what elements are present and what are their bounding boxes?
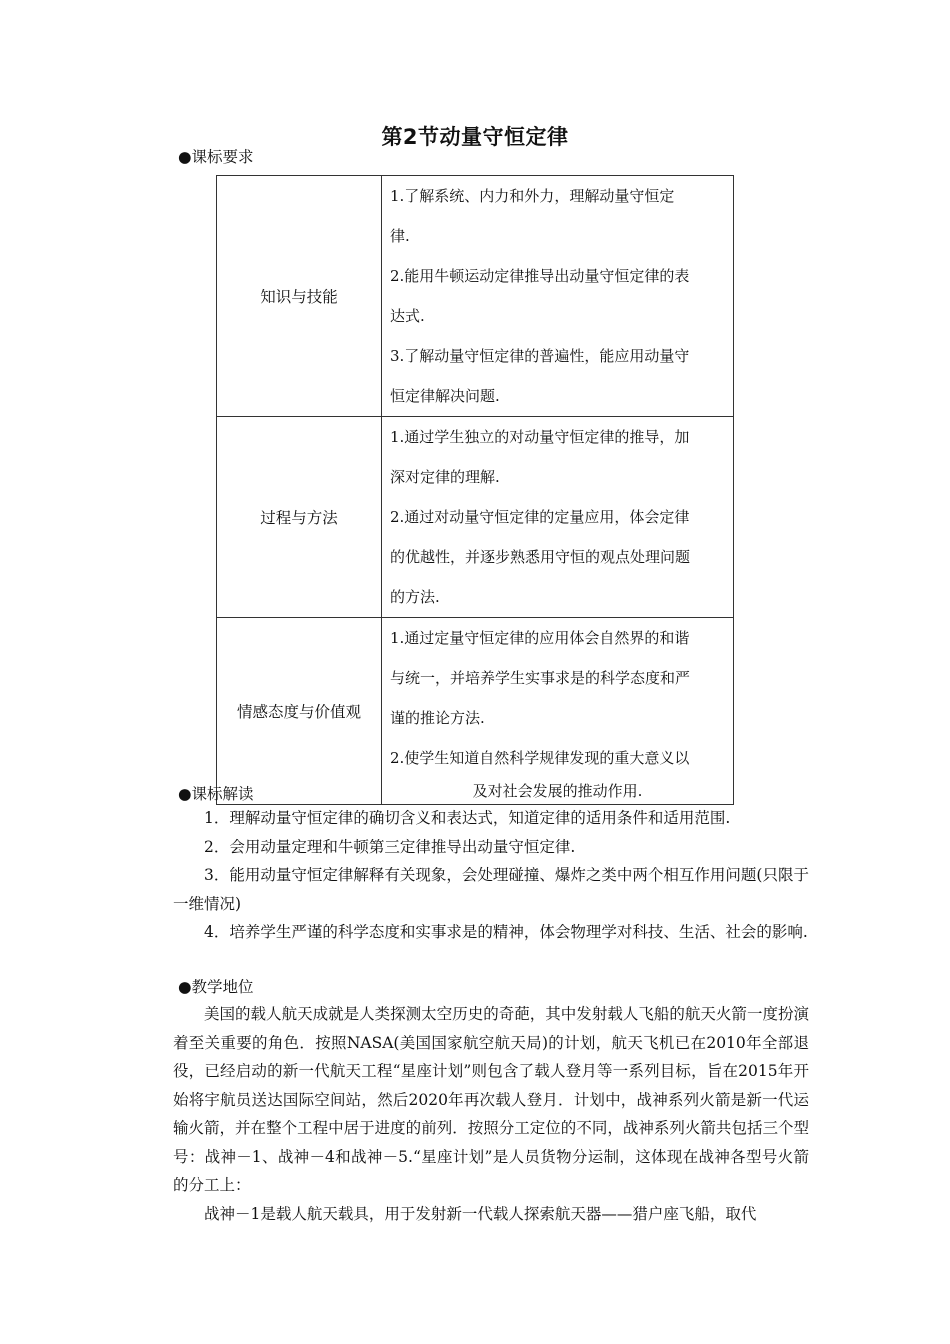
page-title: 第2节动量守恒定律 (381, 125, 569, 149)
paragraph: 美国的载人航天成就是人类探测太空历史的奇葩，其中发射载人飞船的航天火箭一度扮演着至关重要的角色．按照NASA(美国国家航空航天局)的计划，航天飞机已在2010年全部退役，已经启动的新一代航天工程“星座计划”则包含了载人登月等一系列目标，旨在2015年开始将宇航员送达国际空间站，然后2020年再次载人登月．计划中，战神系列火箭是新一代运输火箭，并在整个工程中居于进度的前列．按照分工定位的不同，战神系列火箭共包括三个型号：战神－1、战神－4和战神－5.“星座计划”是人员货物分运制，这体现在战神各型号火箭的分工上： (173, 1005, 809, 1194)
standards-heading: ●课标要求 (178, 148, 254, 166)
content-line: 的优越性，并逐步熟悉用守恒的观点处理问题 (390, 548, 691, 566)
content-line: 恒定律解决问题. (390, 387, 500, 405)
content-line: 3.了解动量守恒定律的普遍性，能应用动量守 (390, 347, 690, 365)
content-knowledge-skills (382, 176, 734, 417)
content-line: 及对社会发展的推动作用. (472, 782, 643, 800)
content-line: 与统一，并培养学生实事求是的科学态度和严 (390, 669, 691, 687)
list-item: 2．会用动量定理和牛顿第三定律推导出动量守恒定律. (204, 837, 576, 856)
table-row (217, 618, 734, 805)
position-text (173, 1000, 809, 1228)
content-line: 谨的推论方法. (390, 709, 485, 727)
list-item: 4．培养学生严谨的科学态度和实事求是的精神，体会物理学对科技、生活、社会的影响. (204, 923, 808, 941)
content-line: 1.通过学生独立的对动量守恒定律的推导，加 (390, 428, 690, 446)
list-item: 1．理解动量守恒定律的确切含义和表达式，知道定律的适用条件和适用范围. (204, 809, 731, 827)
category-process-methods: 过程与方法 (217, 417, 382, 618)
content-line: 2.能用牛顿运动定律推导出动量守恒定律的表 (390, 267, 690, 285)
content-line: 达式. (390, 307, 425, 325)
content-emotion-values (382, 618, 734, 805)
list-item: 3．能用动量守恒定律解释有关现象，会处理碰撞、爆炸之类中两个相互作用问题(只限于一维情况) (173, 866, 809, 913)
content-line: 1.通过定量守恒定律的应用体会自然界的和谐 (390, 629, 690, 647)
position-heading: ●教学地位 (178, 978, 254, 996)
content-line: 2.使学生知道自然科学规律发现的重大意义以 (390, 749, 690, 767)
standards-table (216, 175, 734, 805)
reading-heading: ●课标解读 (178, 785, 254, 803)
table-row (217, 417, 734, 618)
content-line: 的方法. (390, 588, 440, 606)
category-knowledge-skills: 知识与技能 (217, 176, 382, 417)
paragraph: 战神－1是载人航天载具，用于发射新一代载人探索航天器——猎户座飞船，取代 (204, 1204, 757, 1223)
table-row (217, 176, 734, 417)
content-line: 2.通过对动量守恒定律的定量应用，体会定律 (390, 508, 690, 526)
content-process-methods (382, 417, 734, 618)
category-emotion-values: 情感态度与价值观 (217, 618, 382, 805)
content-line: 1.了解系统、内力和外力，理解动量守恒定 (390, 187, 675, 205)
content-line: 深对定律的理解. (390, 468, 500, 486)
reading-list (173, 804, 809, 947)
content-line: 律. (390, 227, 410, 245)
